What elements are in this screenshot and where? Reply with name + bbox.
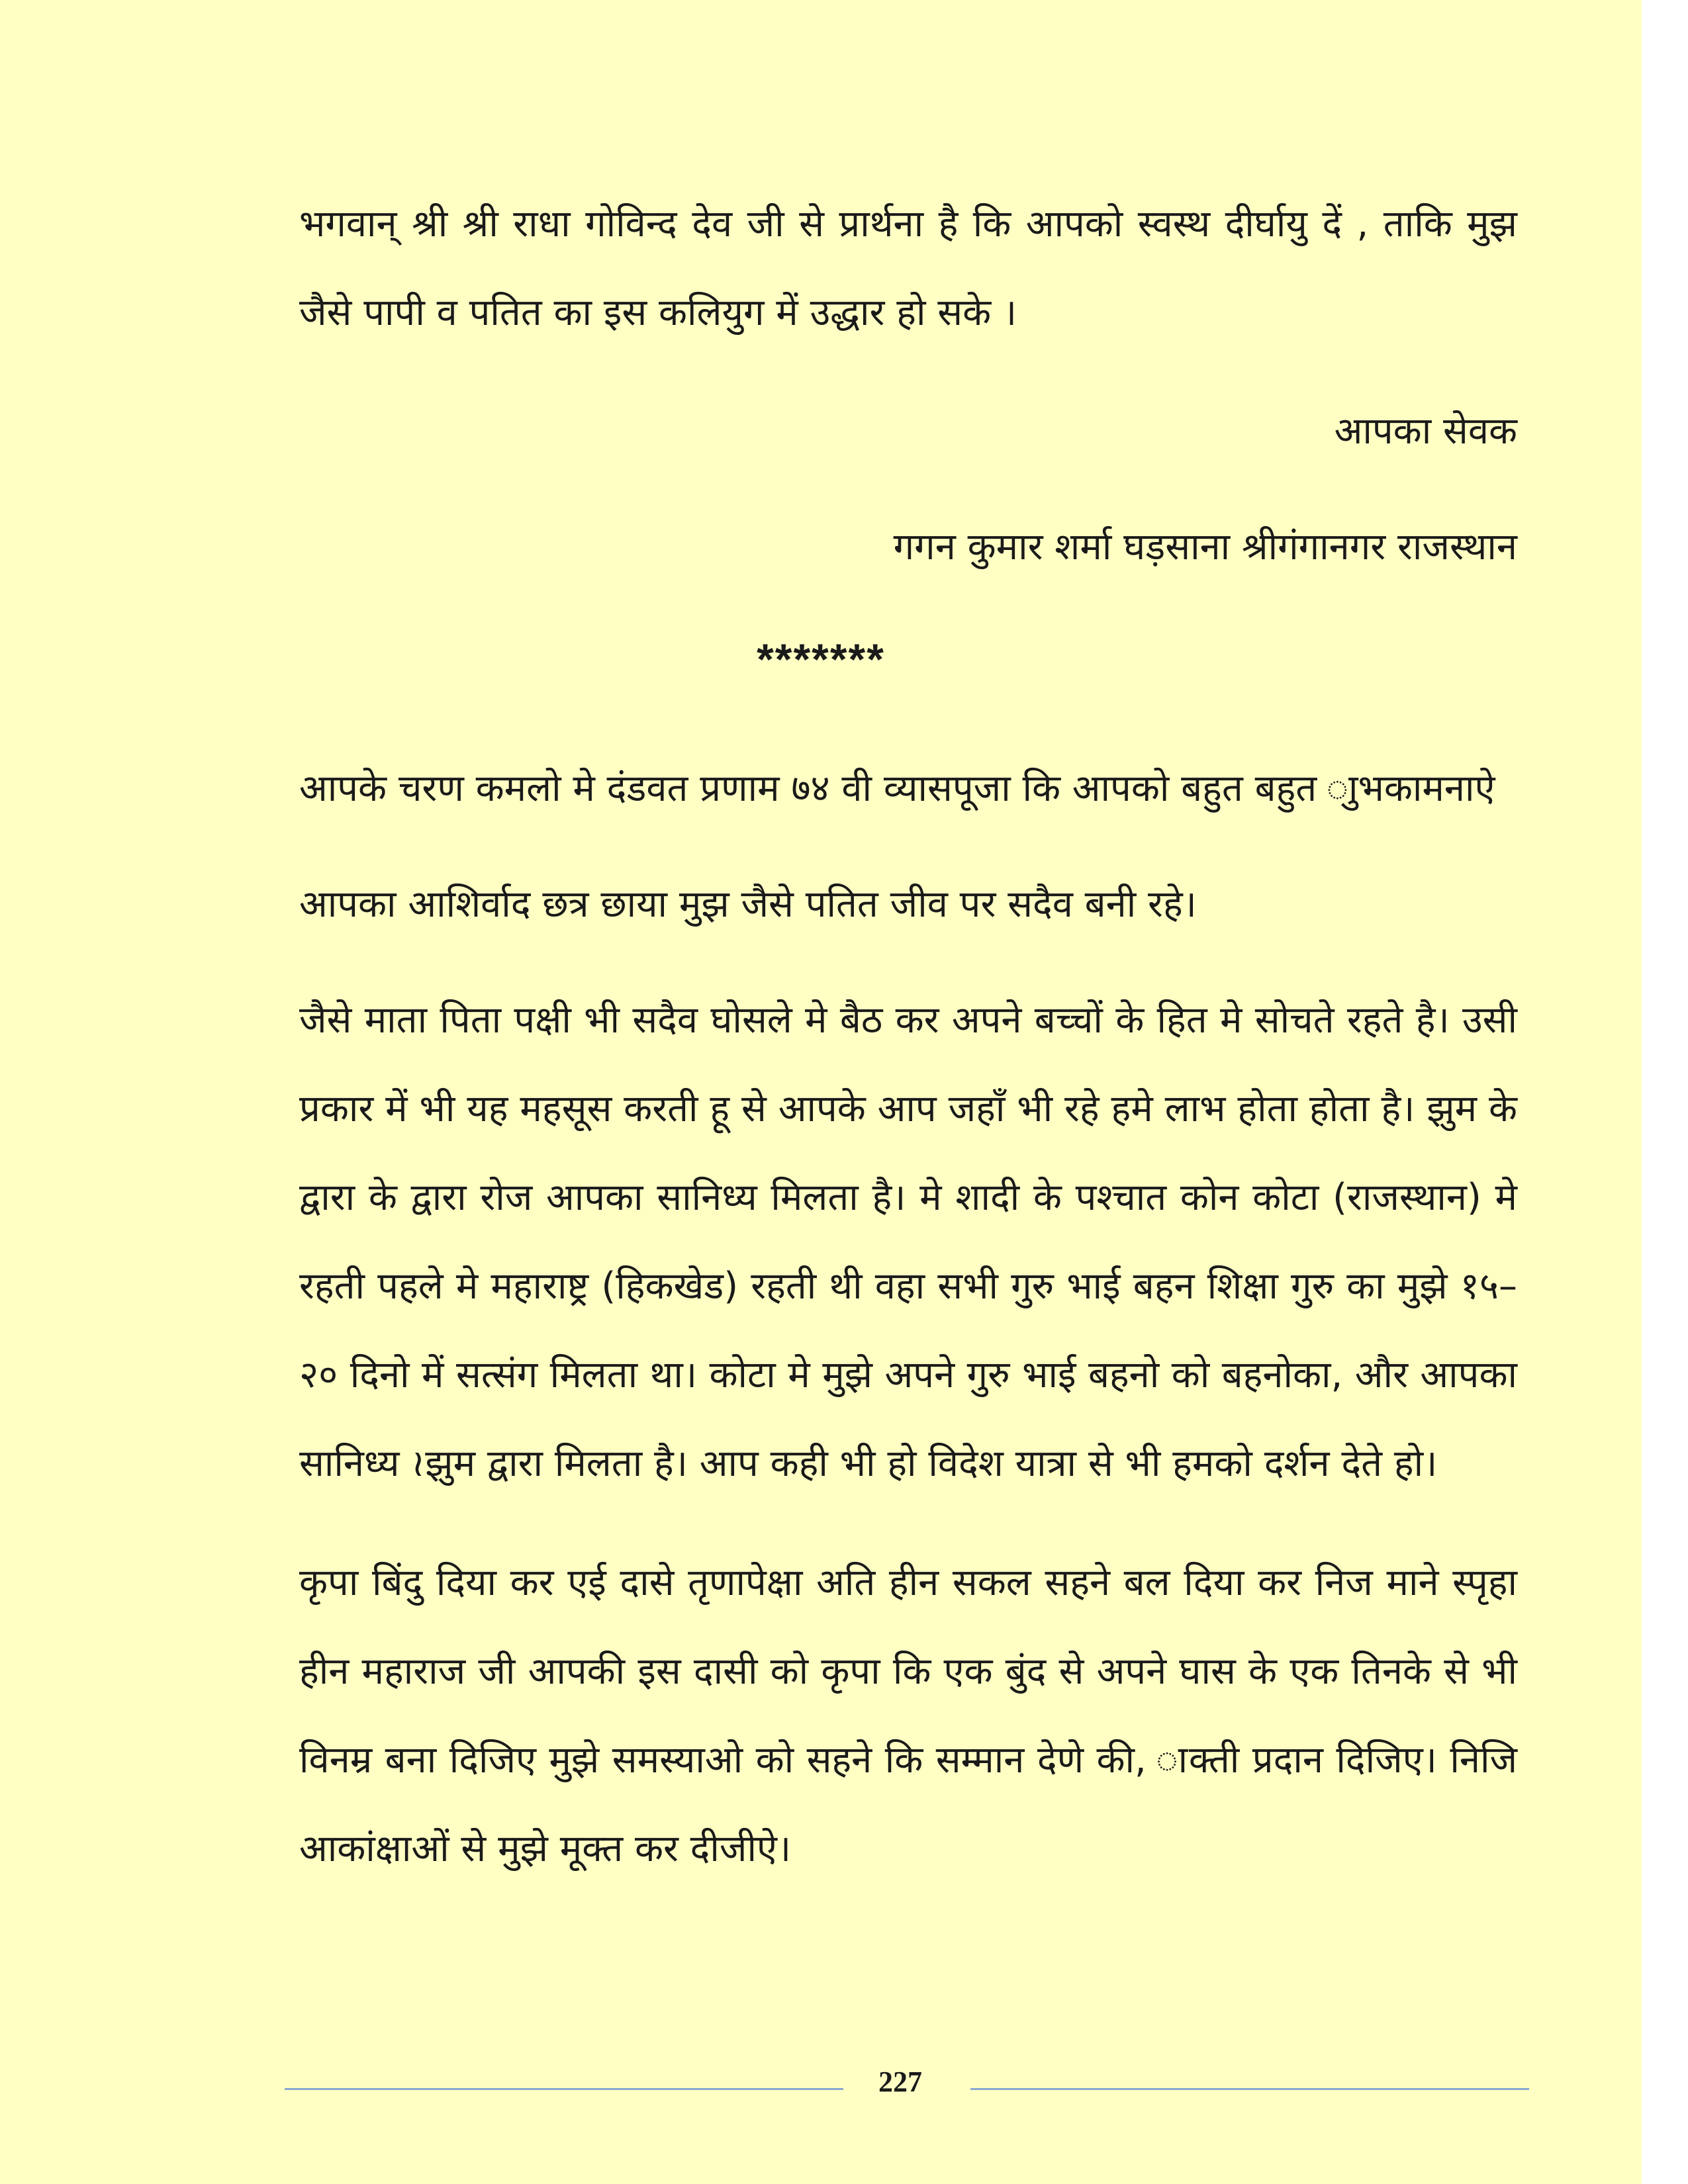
section-separator: *******: [757, 635, 885, 684]
page-number: 227: [878, 2066, 922, 2098]
signature-line: गगन कुमार शर्मा घड़साना श्रीगंगानगर राजस्थान: [893, 525, 1517, 569]
paragraph-blessing: आपका आशिर्वाद छत्र छाया मुझ जैसे पतित जीव पर सदैव बनी रहे।: [299, 883, 1197, 926]
footer-rule-right: [970, 2088, 1529, 2090]
closing-line: आपका सेवक: [1334, 410, 1517, 453]
paragraph-request: कृपा बिंदु दिया कर एई दासे तृणापेक्षा अति हीन सकल सहने बल दिया कर निज माने स्पृहा हीन महाराज जी आपकी इस दासी को कृपा कि एक बुंद से अपने घास के एक तिनके से भी विनम्र बना दिजिए मुझे समस्याओ को सहने कि सम्मान देणे की, ाक्ती प्रदान दिजिए। निजि आकांक्षाओं से मुझे मूक्त कर दीजीऐ।: [299, 1561, 1517, 1870]
footer-rule-left: [285, 2088, 843, 2090]
paragraph-prayer: भगवान् श्री श्री राधा गोविन्द देव जी से प्रार्थना है कि आपको स्वस्थ दीर्घायु दें , ताकि मुझ जैसे पापी व पतित का इस कलियुग में उद्धार हो सके ।: [299, 203, 1517, 334]
paragraph-experience: जैसे माता पिता पक्षी भी सदैव घोसले मे बैठ कर अपने बच्चों के हित मे सोचते रहते है। उसी प्रकार में भी यह महसूस करती हू से आपके आप जहाँ भी रहे हमे लाभ होता होता है। झुम के द्वारा के द्वारा रोज आपका सानिध्य मिलता है। मे शादी के पश्चात कोन कोटा (राजस्थान) मे रहती पहले मे महाराष्ट्र (हिकखेड) रहती थी वहा सभी गुरु भाई बहन शिक्षा गुरु का मुझे १५–२० दिनो में सत्संग मिलता था। कोटा मे मुझे अपने गुरु भाई बहनो को बहनोका, और आपका सानिध्य ≀झुम द्वारा मिलता है। आप कही भी हो विदेश यात्रा से भी हमको दर्शन देते हो।: [299, 999, 1517, 1485]
paragraph-greeting: आपके चरण कमलो मे दंडवत प्रणाम ७४ वी व्यासपूजा कि आपको बहुत बहुत ाुभकामनाऐ: [299, 767, 1495, 810]
